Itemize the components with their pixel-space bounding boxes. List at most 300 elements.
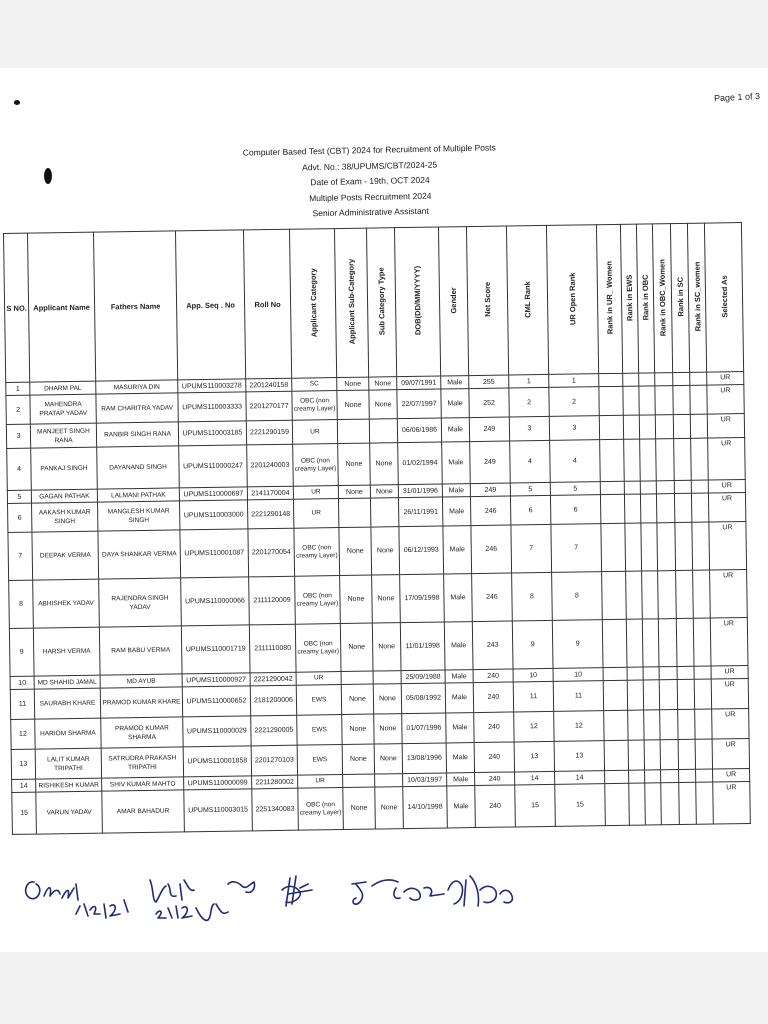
cell-sno: 14 [12, 779, 36, 792]
cell-ur-open-rank: 13 [554, 741, 604, 772]
cell-rank-ews [623, 386, 639, 415]
cell-rank-obc-women [655, 373, 673, 386]
cell-applicant-name: SAURABH KHARE [34, 688, 100, 719]
cell-rank-sc [674, 438, 692, 480]
col-gender: Gender [438, 227, 468, 376]
cell-sub-category-type: None [372, 575, 401, 623]
cell-applicant-name: LALIT KUMAR TRIPATHI [35, 748, 101, 779]
cell-sub-category-type: None [369, 377, 397, 390]
cell-roll-no: 2201240003 [247, 444, 294, 487]
cell-net-score: 240 [474, 742, 514, 773]
cell-sno: 10 [10, 676, 34, 689]
cell-sub-category: None [340, 575, 373, 623]
cell-sno: 13 [11, 749, 35, 779]
cell-ur-open-rank: 4 [550, 440, 601, 483]
punch-hole [44, 168, 52, 184]
cell-rank-obc-women [656, 494, 674, 523]
cell-roll-no: 2111120009 [249, 576, 296, 625]
cell-net-score: 240 [474, 712, 514, 743]
cell-sno: 9 [9, 628, 34, 676]
cell-roll-no: 2211280002 [252, 775, 298, 789]
cell-fathers-name: RAM BABU VERMA [99, 626, 182, 675]
cell-roll-no: 2111110080 [249, 624, 296, 673]
cell-rank-ews [624, 481, 640, 494]
cell-rank-ews [626, 619, 643, 667]
cell-category: UR [298, 775, 343, 789]
cell-rank-sc [673, 385, 690, 414]
cell-rank-obc [645, 770, 661, 783]
col-net-score: Net Score [466, 226, 508, 376]
cell-rank-ews [624, 439, 641, 481]
cell-applicant-name: GAGAN PATHAK [31, 489, 97, 503]
cell-selected-as: UR [708, 480, 745, 494]
cell-dob: 13/08/1996 [402, 743, 446, 774]
cell-gender: Male [445, 683, 473, 713]
cell-sub-category-type [373, 671, 401, 684]
cell-roll-no: 2251340083 [252, 788, 299, 831]
col-rank-ews: Rank in EWS [620, 224, 638, 373]
cell-rank-ews [625, 523, 642, 571]
cell-selected-as: UR [712, 708, 749, 739]
cell-roll-no: 2221290148 [247, 499, 293, 529]
cell-app-seq-no: UPUMS110000029 [183, 716, 251, 747]
scan-margin-bottom [0, 952, 768, 1024]
cell-rank-obc [643, 680, 659, 710]
cell-cml-rank: 15 [515, 784, 556, 827]
heading-recruitment: Multiple Posts Recruitment 2024 [309, 190, 432, 204]
signature-4-tail [404, 887, 444, 900]
cell-roll-no: 2141170004 [247, 486, 293, 500]
cell-rank-obc [644, 710, 660, 740]
cell-dob: 09/07/1991 [397, 376, 441, 390]
cell-rank-ews [628, 710, 644, 740]
cell-roll-no: 2201270054 [248, 528, 295, 577]
cell-rank-ews [629, 770, 645, 783]
cell-app-seq-no: UPUMS110001858 [183, 746, 251, 777]
cell-sno: 7 [8, 532, 33, 580]
cell-rank-ews [623, 415, 639, 439]
cell-sub-category-type [369, 419, 397, 443]
cell-rank-obc-women [657, 523, 676, 571]
cell-selected-as: UR [710, 570, 748, 619]
cell-category: UR [296, 672, 341, 686]
cell-ur-open-rank: 8 [552, 572, 603, 621]
cell-ur-open-rank: 11 [553, 681, 603, 712]
cell-sub-category-type [375, 774, 403, 787]
heading-post-name: Senior Administrative Assistant [312, 206, 429, 219]
cell-rank-sc-women [690, 372, 707, 385]
cell-ur-open-rank: 10 [553, 668, 603, 682]
cell-net-score: 252 [469, 388, 509, 418]
cell-rank-sc-women [693, 570, 711, 618]
cell-rank-ews [628, 740, 644, 770]
cell-rank-obc-women [660, 710, 678, 740]
cell-cml-rank: 3 [509, 416, 549, 441]
cell-dob: 25/09/1988 [401, 670, 445, 684]
cell-sno: 1 [6, 382, 30, 395]
cell-rank-sc-women [693, 618, 711, 666]
cell-sno: 6 [8, 503, 32, 532]
cell-roll-no: 2221290042 [250, 672, 296, 686]
cell-gender: Male [446, 743, 474, 773]
cell-roll-no: 2181200006 [250, 685, 296, 716]
cell-rank-sc [674, 493, 691, 522]
cell-fathers-name: RANBIR SINGH RANA [96, 422, 178, 447]
cell-category: EWS [297, 715, 342, 746]
cell-selected-as: UR [707, 372, 744, 386]
signature-5 [448, 876, 512, 906]
cell-dob: 22/07/1997 [397, 389, 441, 419]
signature-2-date [156, 906, 192, 918]
cell-selected-as: UR [712, 738, 749, 769]
cell-ur-open-rank: 5 [550, 482, 600, 496]
cell-sub-category: None [338, 443, 371, 485]
cell-rank-obc [642, 571, 659, 619]
cell-rank-obc [640, 494, 656, 523]
cell-rank-obc [644, 740, 660, 770]
cell-sub-category-type: None [373, 684, 401, 714]
cell-rank-ur-women [605, 783, 630, 825]
cell-sub-category: None [337, 377, 369, 390]
cell-applicant-name: DEEPAK VERMA [32, 531, 99, 580]
cell-dob: 26/11/1991 [398, 497, 442, 527]
cell-sub-category: None [342, 744, 374, 774]
cell-rank-ur-women [604, 740, 628, 770]
cell-rank-sc-women [692, 522, 710, 570]
result-table-wrapper [3, 222, 737, 835]
cell-gender: Male [444, 622, 473, 670]
cell-app-seq-no: UPUMS110000247 [179, 445, 248, 488]
cell-app-seq-no: UPUMS110001719 [181, 625, 250, 674]
cell-rank-obc [639, 415, 655, 439]
cell-category: OBC (non creamy Layer) [295, 576, 341, 625]
cell-roll-no: 2201270103 [251, 745, 297, 776]
cell-category: OBC (non creamy Layer) [292, 391, 337, 421]
cell-rank-ur-women [603, 680, 627, 710]
page-number: Page 1 of 3 [713, 90, 761, 104]
cell-ur-open-rank: 9 [552, 620, 603, 669]
cell-rank-sc-women [690, 385, 707, 414]
cell-rank-sc [676, 570, 694, 618]
cell-roll-no: 2221290159 [246, 420, 292, 445]
cell-sno: 3 [6, 424, 30, 448]
cell-ur-open-rank: 3 [549, 416, 599, 441]
cell-selected-as: UR [713, 768, 750, 782]
cell-rank-sc [678, 709, 695, 739]
cell-rank-ur-women [603, 667, 627, 680]
cell-net-score: 240 [475, 772, 515, 786]
cell-sno: 2 [6, 395, 30, 424]
cell-sub-category-type [370, 498, 398, 527]
cell-app-seq-no: UPUMS110000927 [182, 673, 250, 687]
cell-selected-as: UR [709, 522, 747, 571]
col-app-seq-no: App. Seq . No [175, 230, 245, 380]
cell-dob: 11/01/1998 [400, 622, 445, 671]
col-cml-rank: CML Rank [506, 225, 548, 375]
cell-cml-rank: 12 [514, 711, 554, 742]
cell-category: UR [293, 486, 338, 500]
cell-rank-obc-women [656, 439, 675, 481]
cell-gender: Male [442, 484, 470, 497]
cell-rank-sc-women [696, 769, 713, 782]
cell-cml-rank: 11 [513, 681, 553, 712]
cell-rank-sc [679, 782, 697, 824]
cell-cml-rank: 8 [512, 572, 553, 621]
cell-rank-ur-women [600, 494, 624, 523]
cell-rank-ur-women [602, 571, 627, 619]
cell-rank-obc-women [658, 571, 677, 619]
cell-sub-category-type: None [369, 390, 397, 419]
result-table [3, 222, 751, 835]
cell-rank-sc-women [694, 679, 711, 709]
cell-dob: 01/02/1994 [398, 442, 443, 485]
signature-4 [352, 880, 400, 904]
cell-dob: 17/09/1998 [400, 574, 445, 623]
signature-1-date [76, 900, 128, 918]
cell-sub-category [338, 498, 370, 527]
cell-net-score: 249 [470, 483, 510, 497]
cell-app-seq-no: UPUMS110003000 [179, 500, 247, 530]
col-applicant-category: Applicant Category [289, 229, 336, 379]
cell-app-seq-no: UPUMS110000697 [179, 487, 247, 501]
cell-rank-ews [627, 680, 643, 710]
cell-gender: Male [442, 442, 471, 484]
punch-mark [14, 100, 20, 105]
cell-rank-obc [639, 373, 655, 386]
cell-rank-obc-women [656, 481, 674, 494]
cell-ur-open-rank: 1 [549, 374, 599, 388]
signature-area [0, 860, 768, 952]
cell-selected-as: UR [711, 678, 748, 709]
cell-category: SC [292, 378, 337, 392]
cell-fathers-name: RAM CHARITRA YADAV [96, 393, 178, 423]
cell-sub-category: None [339, 527, 372, 575]
cell-ur-open-rank: 2 [549, 387, 599, 417]
cell-fathers-name: DAYA SHANKAR VERMA [98, 530, 181, 579]
cell-applicant-name: MAHENDRA PRATAP YADAV [30, 394, 96, 424]
cell-fathers-name: MD AYUB [100, 674, 182, 688]
heading-advt-no: Advt. No.: 38/UPUMS/CBT/2024-25 [302, 159, 438, 173]
cell-rank-ews [627, 667, 643, 680]
cell-rank-ur-women [605, 770, 629, 783]
cell-rank-ur-women [600, 481, 624, 494]
col-rank-obc: Rank in OBC [636, 224, 654, 373]
cell-net-score: 246 [472, 573, 513, 622]
cell-rank-ews [624, 494, 640, 523]
cell-ur-open-rank: 15 [555, 784, 606, 827]
cell-sno: 8 [9, 580, 34, 628]
cell-sub-category: None [343, 787, 376, 829]
cell-ur-open-rank: 12 [554, 711, 604, 742]
cell-category: OBC (non creamy Layer) [294, 528, 340, 577]
cell-sno: 15 [12, 792, 37, 834]
cell-dob: 06/12/1993 [399, 526, 444, 575]
cell-category: OBC (non creamy Layer) [295, 624, 341, 673]
cell-rank-sc-women [696, 782, 714, 824]
scan-margin-top [0, 0, 768, 68]
cell-rank-sc [673, 372, 690, 385]
cell-sno: 12 [11, 719, 35, 749]
cell-fathers-name: MASURIYA DIN [96, 380, 178, 394]
cell-rank-sc-women [695, 709, 712, 739]
cell-selected-as: UR [707, 385, 744, 415]
cell-rank-sc-women [694, 666, 711, 679]
cell-gender: Male [441, 376, 469, 389]
cell-cml-rank: 4 [510, 440, 551, 483]
cell-cml-rank: 6 [510, 495, 550, 525]
cell-sub-category-type: None [374, 744, 402, 774]
col-dob: DOB(DD/MM/YYYY) [394, 227, 440, 377]
cell-app-seq-no: UPUMS110000066 [181, 577, 250, 626]
cell-gender: Male [446, 713, 474, 743]
cell-sno: 5 [7, 490, 31, 503]
cell-cml-rank: 9 [512, 620, 553, 669]
cell-net-score: 249 [469, 417, 509, 442]
cell-cml-rank: 14 [515, 771, 555, 785]
cell-app-seq-no: UPUMS110003278 [178, 379, 246, 393]
cell-app-seq-no: UPUMS110001087 [180, 529, 249, 578]
document-heading [199, 139, 541, 224]
cell-rank-sc-women [690, 414, 707, 438]
cell-app-seq-no: UPUMS110000099 [184, 776, 252, 790]
cell-app-seq-no: UPUMS110003185 [178, 421, 246, 446]
cell-rank-obc-women [661, 770, 679, 783]
col-applicant-sub-category: Applicant Sub-Category [334, 228, 368, 377]
heading-title: Computer Based Test (CBT) 2024 for Recruitment of Multiple Posts [242, 142, 496, 158]
cell-selected-as: UR [710, 618, 748, 667]
cell-sub-category-type: None [374, 714, 402, 744]
cell-dob: 06/06/1986 [397, 418, 441, 443]
cell-rank-obc [640, 481, 656, 494]
cell-applicant-name: AAKASH KUMAR SINGH [32, 502, 98, 532]
cell-roll-no: 2201240158 [246, 378, 292, 392]
cell-gender: Male [442, 497, 470, 526]
cell-ur-open-rank: 6 [550, 495, 600, 525]
cell-sub-category: None [342, 714, 374, 744]
cell-applicant-name: HARIOM SHARMA [35, 718, 101, 749]
cell-applicant-name: MD SHAHID JAMAL [34, 675, 100, 689]
cell-ur-open-rank: 14 [555, 771, 605, 785]
col-rank-sc: Rank in SC [670, 223, 689, 372]
col-selected-as: Selected As [704, 223, 743, 373]
cell-sub-category [343, 774, 375, 787]
cell-cml-rank: 13 [514, 741, 554, 772]
cell-selected-as: UR [707, 414, 744, 439]
cell-fathers-name: MANGLESH KUMAR SINGH [98, 501, 180, 531]
cell-rank-obc [640, 439, 657, 481]
cell-ur-open-rank: 7 [551, 524, 602, 573]
cell-sno: 11 [10, 689, 34, 719]
cell-cml-rank: 5 [510, 482, 550, 496]
cell-rank-sc-women [695, 739, 712, 769]
cell-rank-obc [643, 667, 659, 680]
cell-rank-ur-women [604, 710, 628, 740]
cell-sub-category-type: None [375, 787, 404, 829]
col-sub-category-type: Sub Category Type [366, 228, 396, 377]
cell-applicant-name: PANKAJ SINGH [31, 447, 98, 490]
cell-applicant-name: VARUN YADAV [36, 791, 103, 834]
cell-sno: 4 [7, 448, 32, 490]
cell-fathers-name: RAJENDRA SINGH YADAV [99, 578, 182, 627]
cell-cml-rank: 10 [513, 668, 553, 682]
cell-net-score: 240 [473, 669, 513, 683]
cell-net-score: 255 [469, 375, 509, 389]
cell-dob: 10/03/1997 [403, 773, 447, 787]
cell-sub-category: None [338, 485, 370, 498]
cell-rank-obc-women [658, 619, 677, 667]
cell-dob: 31/01/1996 [398, 484, 442, 498]
cell-app-seq-no: UPUMS110003015 [184, 789, 253, 832]
cell-cml-rank: 1 [509, 374, 549, 388]
cell-rank-obc-women [661, 783, 680, 825]
cell-rank-ur-women [601, 523, 626, 571]
cell-rank-obc-women [659, 680, 677, 710]
cell-fathers-name: DAYANAND SINGH [97, 446, 180, 489]
cell-sub-category-type: None [372, 623, 401, 671]
cell-rank-sc [677, 679, 694, 709]
col-ur-open-rank: UR Open Rank [546, 225, 598, 375]
signature-2-initials [196, 882, 255, 921]
cell-app-seq-no: UPUMS110003333 [178, 392, 246, 422]
col-applicant-name: Applicant Name [28, 232, 96, 382]
cell-rank-ews [626, 571, 643, 619]
cell-rank-ews [629, 783, 646, 825]
cell-applicant-name: ABHISHEK YADAV [33, 579, 100, 628]
col-rank-ur-women: Rank in UR_ Women [596, 224, 622, 373]
cell-category: UR [293, 499, 338, 529]
cell-selected-as: UR [711, 665, 748, 679]
cell-applicant-name: DHARM PAL [30, 381, 96, 395]
col-rank-sc-women: Rank in SC_women [687, 223, 706, 372]
cell-gender: Male [443, 526, 472, 574]
cell-fathers-name: SATRUDRA PRAKASH TRIPATHI [101, 747, 183, 778]
cell-selected-as: UR [708, 493, 745, 523]
cell-rank-ur-women [600, 439, 625, 481]
cell-sub-category-type: None [371, 527, 400, 575]
cell-net-score: 249 [470, 441, 511, 484]
heading-exam-date: Date of Exam - 19th, OCT 2024 [310, 174, 430, 188]
signature-2 [150, 880, 194, 902]
cell-cml-rank: 2 [509, 387, 549, 417]
cell-rank-obc [641, 523, 658, 571]
cell-category: OBC (non creamy Layer) [293, 444, 339, 487]
cell-rank-obc-women [659, 667, 677, 680]
cell-fathers-name: LALMANI PATHAK [97, 488, 179, 502]
cell-dob: 14/10/1998 [403, 786, 448, 829]
cell-sub-category: None [340, 623, 373, 671]
cell-gender: Male [447, 786, 476, 828]
cell-applicant-name: MANJEET SINGH RANA [30, 423, 96, 448]
cell-fathers-name: PRAMOD KUMAR SHARMA [101, 717, 183, 748]
cell-category: EWS [297, 745, 342, 776]
cell-rank-obc [639, 386, 655, 415]
cell-rank-sc [677, 666, 694, 679]
table-header-row [4, 223, 744, 383]
cell-gender: Male [447, 773, 475, 786]
cell-sub-category: None [341, 684, 373, 714]
cell-fathers-name: SHIV KUMAR MAHTO [102, 777, 184, 791]
cell-sub-category [341, 671, 373, 684]
cell-gender: Male [441, 389, 469, 418]
col-fathers-name: Fathers Name [93, 231, 177, 381]
cell-sub-category: None [337, 390, 369, 419]
cell-rank-obc-women [655, 415, 673, 439]
cell-rank-obc-women [655, 386, 673, 415]
cell-category: EWS [296, 685, 341, 716]
cell-net-score: 246 [470, 496, 510, 526]
cell-sub-category-type: None [370, 485, 398, 498]
cell-net-score: 246 [471, 525, 512, 574]
